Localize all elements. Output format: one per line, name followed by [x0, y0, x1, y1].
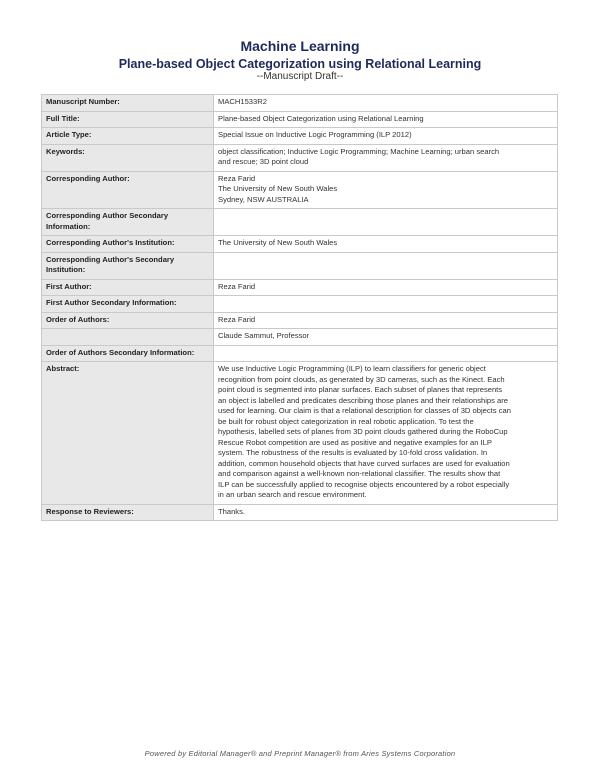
field-value: [214, 252, 558, 279]
field-label: Corresponding Author's Institution:: [42, 236, 214, 253]
field-value-line: an object is labelled and predicates describing those planes and their relationships are: [218, 395, 509, 405]
table-row: [42, 329, 558, 346]
field-value-line: hypothesis, labelled sets of planes from 3D point clouds gathered during the RoboCup: [218, 427, 508, 436]
field-value-line: object classification; Inductive Logic Programming; Machine Learning; urban search: [218, 146, 500, 156]
field-label: Corresponding Author:: [42, 171, 214, 209]
draft-label: --Manuscript Draft--: [256, 71, 344, 82]
manuscript-info-table: [41, 94, 558, 521]
field-value-line: recognition from point clouds, as generated by 3D cameras, such as the Kinect. Each: [218, 374, 505, 384]
field-value: [214, 95, 558, 112]
field-value-line: The University of New South Wales: [218, 184, 338, 193]
field-value-line: Special Issue on Inductive Logic Programming (ILP 2012): [218, 130, 412, 139]
field-label: Article Type:: [42, 128, 214, 145]
table-row: [42, 236, 558, 253]
field-label: Manuscript Number:: [42, 95, 214, 112]
field-label: [42, 329, 214, 346]
manuscript-title: Plane-based Object Categorization using Relational Learning: [118, 57, 482, 71]
field-value: [214, 312, 558, 329]
table-row: [42, 144, 558, 171]
table-row: [42, 128, 558, 145]
table-row: [42, 209, 558, 236]
field-value-line: Reza Farid: [218, 173, 256, 183]
field-value-line: and comparison against a well-known non-relational classifier. The results show that: [218, 469, 501, 478]
table-row: [42, 95, 558, 112]
field-value-line: and rescue; 3D point cloud: [218, 157, 309, 166]
field-value: [214, 329, 558, 346]
field-label: Abstract:: [42, 362, 214, 505]
field-label: First Author Secondary Information:: [42, 296, 214, 313]
field-label: Keywords:: [42, 144, 214, 171]
field-label: First Author:: [42, 279, 214, 296]
field-value-line: system. The robustness of the results is evaluated by 10-fold cross validation. In: [218, 448, 488, 457]
document-header: [0, 38, 600, 82]
field-value: [214, 296, 558, 313]
field-value: [214, 279, 558, 296]
field-value-line: be built for robust object categorization in real robotic application. To test the: [218, 416, 474, 426]
table-row: [42, 345, 558, 362]
field-value: [214, 171, 558, 209]
table-row: [42, 111, 558, 128]
table-row: [42, 296, 558, 313]
table-row: [42, 362, 558, 505]
journal-name: Machine Learning: [240, 38, 360, 54]
field-value-line: MACH1533R2: [218, 97, 267, 106]
field-value-line: Reza Farid: [218, 281, 256, 291]
table-row: [42, 279, 558, 296]
field-value-line: The University of New South Wales: [218, 238, 338, 247]
field-value-line: Sydney, NSW AUSTRALIA: [218, 194, 309, 204]
table-row: [42, 312, 558, 329]
field-value-line: Thanks.: [218, 506, 246, 516]
field-value-line: addition, common household objects that have curved surfaces are used for evaluation: [218, 458, 510, 468]
footer-credit: Powered by Editorial Manager® and Preprint Manager® from Aries Systems Corporation: [144, 749, 456, 758]
table-row: [42, 504, 558, 521]
field-value: [214, 362, 558, 505]
field-value-line: Claude Sammut, Professor: [218, 331, 310, 340]
field-value: [214, 209, 558, 236]
field-value-line: in an urban search and rescue environment.: [218, 490, 367, 499]
field-value-line: We use Inductive Logic Programming (ILP) to learn classifiers for generic object: [218, 364, 486, 373]
field-label: Corresponding Author Secondary Information:: [42, 209, 214, 236]
field-label: Order of Authors Secondary Information:: [42, 345, 214, 362]
field-label: Full Title:: [42, 111, 214, 128]
table-row: [42, 252, 558, 279]
field-value: [214, 504, 558, 521]
field-value: [214, 144, 558, 171]
field-value-line: used for learning. Our claim is that a relational description for classes of 3D objects can: [218, 406, 511, 415]
table-row: [42, 171, 558, 209]
field-value: [214, 345, 558, 362]
field-label: Corresponding Author's Secondary Institution:: [42, 252, 214, 279]
field-value: [214, 236, 558, 253]
field-value: [214, 111, 558, 128]
field-label: Response to Reviewers:: [42, 504, 214, 521]
field-value-line: Reza Farid: [218, 314, 256, 324]
field-value-line: Plane-based Object Categorization using Relational Learning: [218, 113, 424, 123]
field-value: [214, 128, 558, 145]
field-value-line: point cloud is segmented into planar surfaces. Each subset of planes that represents: [218, 385, 503, 394]
field-value-line: Rescue Robot competition are used as positive and negative examples for an ILP: [218, 437, 492, 447]
field-label: Order of Authors:: [42, 312, 214, 329]
field-value-line: ILP can be successfully applied to recognise objects encountered by a robot especially: [218, 479, 510, 489]
